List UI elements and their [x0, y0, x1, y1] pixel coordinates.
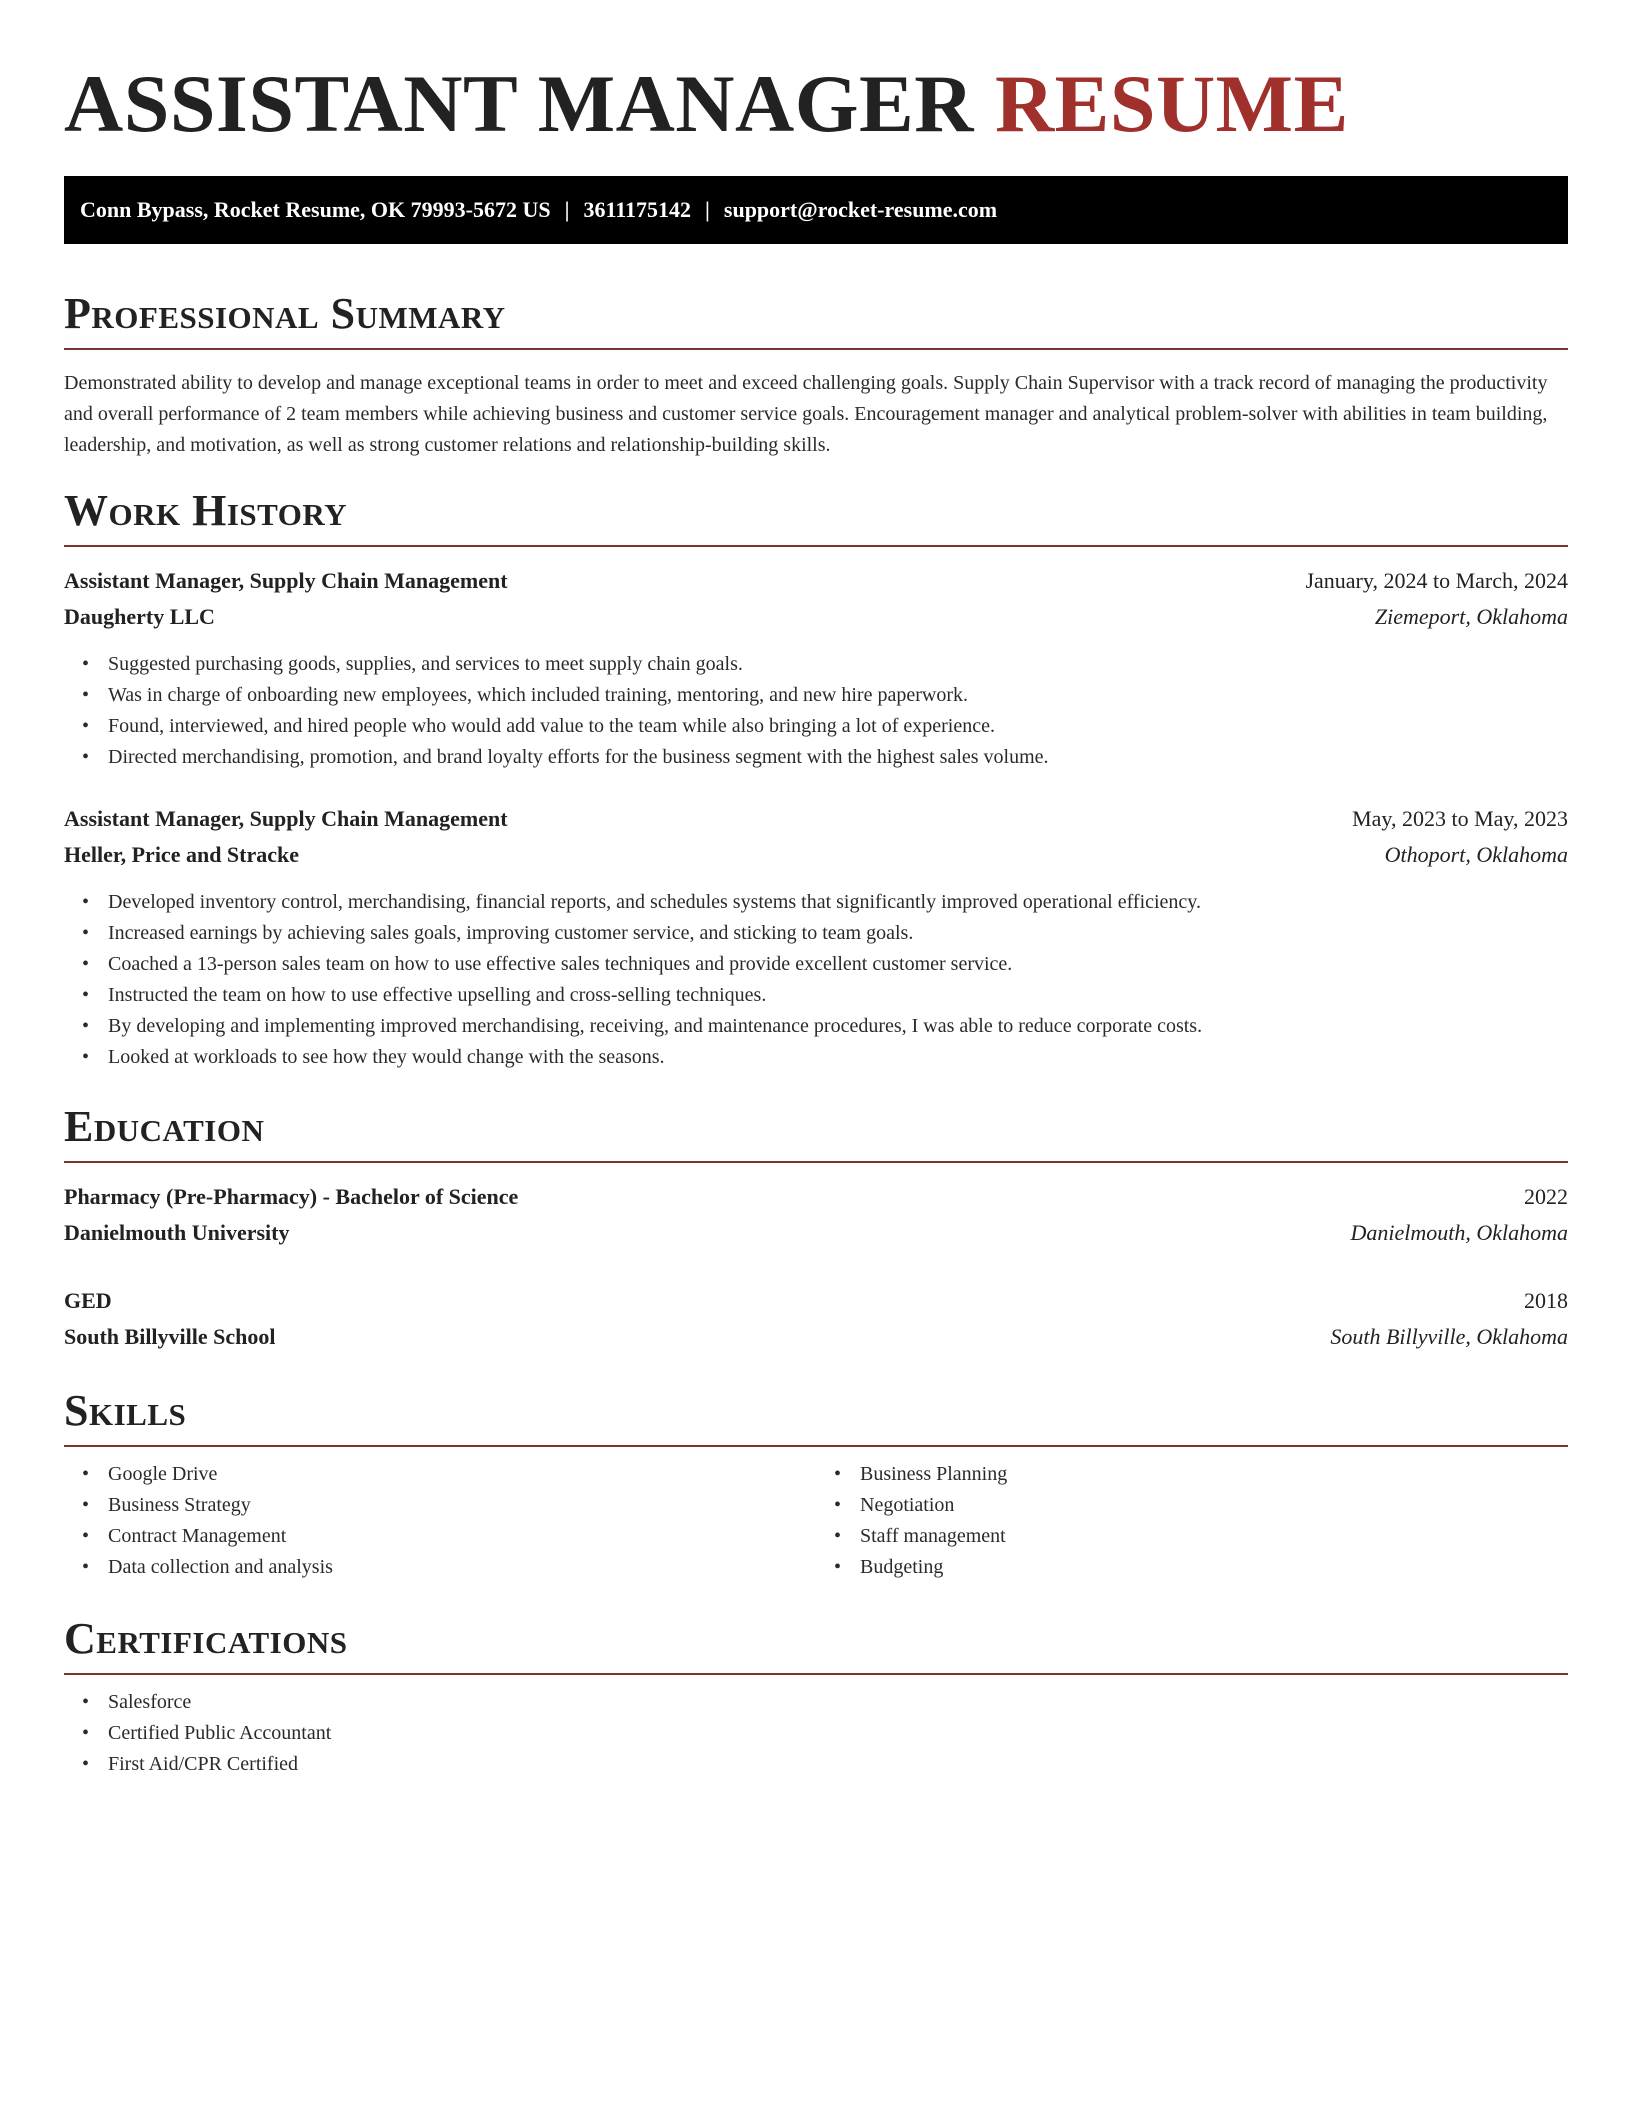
education-degree: GED	[64, 1288, 112, 1313]
list-item: • Business Planning	[834, 1459, 1568, 1490]
list-item: • Budgeting	[834, 1552, 1568, 1583]
skills-list-right	[816, 1459, 1568, 1583]
list-item: • Coached a 13-person sales team on how to use effective sales techniques and provide excellent customer service.	[82, 949, 1568, 980]
section-heading-skills: Skills	[64, 1386, 187, 1435]
summary-text: Demonstrated ability to develop and manage exceptional teams in order to meet and exceed challenging goals. Supply Chain Supervisor with a track record of managing the productivity and overall performance of 2 team members while achieving business and customer service goals. Encouragement manager and analytical problem-solver with abilities in team building, leadership, and motivation, as well as strong customer relations and relationship-building skills.	[64, 372, 1548, 456]
education-location: South Billyville, Oklahoma	[1330, 1324, 1568, 1349]
job-title: Assistant Manager, Supply Chain Management	[64, 806, 508, 831]
section-heading-work: Work History	[64, 486, 348, 535]
skills-list-left	[64, 1459, 816, 1583]
list-item: • Certified Public Accountant	[82, 1718, 1568, 1749]
certifications-list	[64, 1687, 1568, 1780]
list-item: • Was in charge of onboarding new employees, which included training, mentoring, and new hire paperwork.	[82, 680, 1568, 711]
list-item: • Developed inventory control, merchandising, financial reports, and schedules systems that significantly improved operational efficiency.	[82, 887, 1568, 918]
contact-separator: |	[705, 197, 710, 222]
list-item: • Looked at workloads to see how they would change with the seasons.	[82, 1042, 1568, 1073]
list-item: • Staff management	[834, 1521, 1568, 1552]
job-location: Ziemeport, Oklahoma	[1374, 604, 1568, 629]
section-divider	[64, 1445, 1568, 1447]
section-certifications	[64, 1613, 1568, 1780]
education-entry	[64, 1283, 1568, 1355]
job-bullets	[64, 649, 1568, 773]
list-item: • Directed merchandising, promotion, and brand loyalty efforts for the business segment with the highest sales volume.	[82, 742, 1568, 773]
list-item: • By developing and implementing improved merchandising, receiving, and maintenance procedures, I was able to reduce corporate costs.	[82, 1011, 1568, 1042]
section-divider	[64, 1161, 1568, 1163]
education-degree: Pharmacy (Pre-Pharmacy) - Bachelor of Science	[64, 1184, 519, 1209]
list-item: • Suggested purchasing goods, supplies, and services to meet supply chain goals.	[82, 649, 1568, 680]
job-title: Assistant Manager, Supply Chain Management	[64, 568, 508, 593]
list-item: • Contract Management	[82, 1521, 816, 1552]
job-company: Daugherty LLC	[64, 604, 215, 629]
job-dates: January, 2024 to March, 2024	[1305, 568, 1568, 593]
title-accent: RESUME	[994, 58, 1349, 149]
list-item: • Salesforce	[82, 1687, 1568, 1718]
contact-phone[interactable]: 3611175142	[583, 197, 692, 222]
contact-email[interactable]: support@rocket-resume.com	[723, 197, 998, 222]
list-item: • Instructed the team on how to use effective upselling and cross-selling techniques.	[82, 980, 1568, 1011]
education-year: 2018	[1524, 1288, 1568, 1313]
list-item: • Found, interviewed, and hired people who would add value to the team while also bringing a lot of experience.	[82, 711, 1568, 742]
skills-grid	[64, 1459, 1568, 1583]
education-entry	[64, 1179, 1568, 1251]
list-item: • Data collection and analysis	[82, 1552, 816, 1583]
section-heading-certifications: Certifications	[64, 1614, 348, 1663]
list-item: • Increased earnings by achieving sales goals, improving customer service, and sticking to team goals.	[82, 918, 1568, 949]
section-education	[64, 1101, 1568, 1355]
section-divider	[64, 348, 1568, 350]
education-year: 2022	[1524, 1184, 1568, 1209]
education-location: Danielmouth, Oklahoma	[1350, 1220, 1568, 1245]
section-skills	[64, 1385, 1568, 1583]
list-item: • Business Strategy	[82, 1490, 816, 1521]
job-dates: May, 2023 to May, 2023	[1352, 806, 1568, 831]
section-heading-summary: Professional Summary	[64, 289, 506, 338]
contact-separator: |	[564, 197, 570, 222]
section-divider	[64, 1673, 1568, 1675]
list-item: • First Aid/CPR Certified	[82, 1749, 1568, 1780]
job-company: Heller, Price and Stracke	[64, 842, 300, 867]
list-item: • Negotiation	[834, 1490, 1568, 1521]
job-entry	[64, 801, 1568, 1073]
section-divider	[64, 545, 1568, 547]
contact-bar	[64, 176, 1568, 244]
job-location: Othoport, Oklahoma	[1384, 842, 1568, 867]
section-work-history	[64, 485, 1568, 1073]
section-professional-summary	[64, 288, 1568, 461]
resume-title	[64, 54, 1568, 154]
contact-address: Conn Bypass, Rocket Resume, OK 79993-5672 US	[80, 197, 551, 222]
education-school: Danielmouth University	[64, 1220, 290, 1245]
education-school: South Billyville School	[64, 1324, 276, 1349]
job-bullets	[64, 887, 1568, 1073]
list-item: • Google Drive	[82, 1459, 816, 1490]
section-heading-education: Education	[64, 1102, 265, 1151]
job-entry	[64, 563, 1568, 773]
title-main: ASSISTANT MANAGER	[64, 58, 974, 149]
